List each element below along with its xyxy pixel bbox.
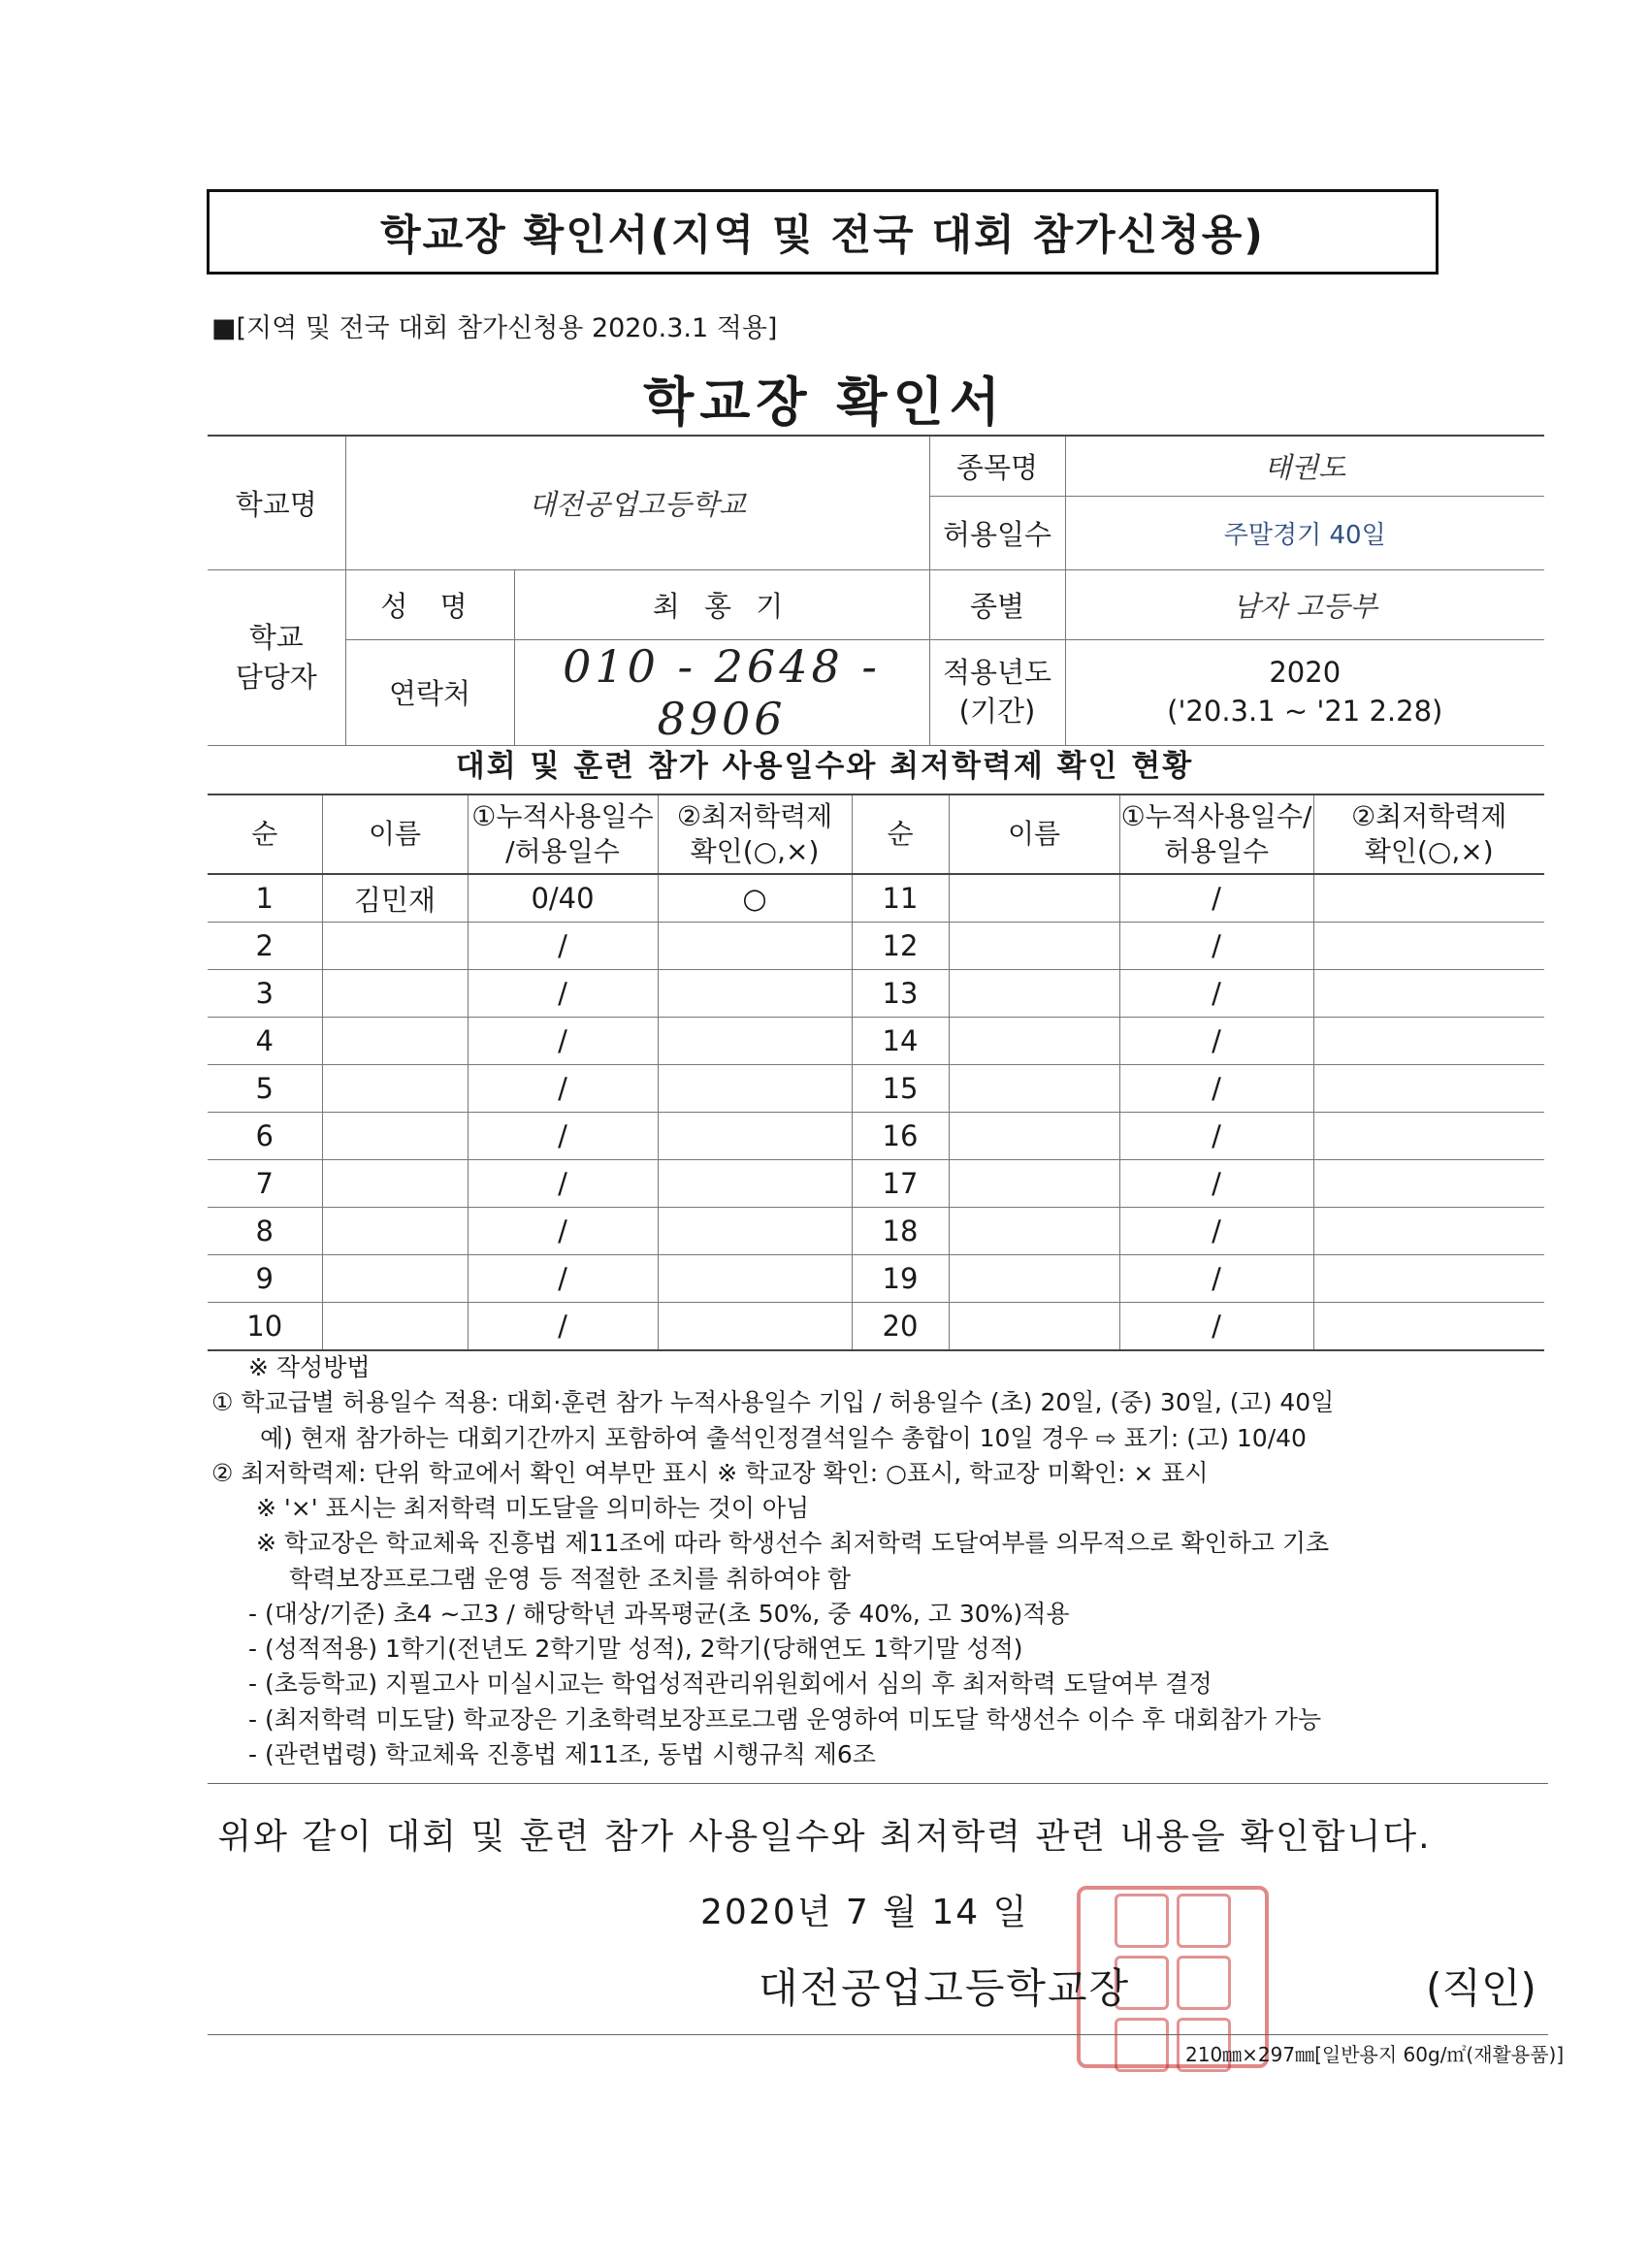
year-label: 적용년도 (기간) [929,639,1065,745]
table-row [208,1303,1544,1351]
confirmation-text: 위와 같이 대회 및 훈련 참가 사용일수와 최저학력 관련 내용을 확인합니다. [217,1817,1432,1857]
row-days: / [468,1160,658,1208]
row-days: / [1119,1018,1313,1065]
info-table [208,435,1544,746]
table-row [208,1208,1544,1255]
row-number: 1 [208,874,322,923]
contact-label: 연락처 [345,639,514,745]
table-row [208,1018,1544,1065]
note-line: - (관련법령) 학교체육 진흥법 제11조, 동법 시행규칙 제6조 [248,1739,876,1768]
row-number: 12 [852,923,949,970]
note-line: - (성적적용) 1학기(전년도 2학기말 성적), 2학기(당해연도 1학기말 성적) [248,1635,1023,1663]
contact-value: 010 - 2648 - 8906 [514,639,929,745]
row-check [1313,970,1544,1018]
col-header-check: ②최저학력제 확인(○,×) [658,794,852,874]
allowed-days-value: 주말경기 40일 [1065,496,1544,569]
row-name [949,1160,1119,1208]
row-number: 17 [852,1160,949,1208]
col-header-num-right: 순 [852,794,949,874]
col-header-name-right: 이름 [949,794,1119,874]
row-check [1313,1160,1544,1208]
row-number: 7 [208,1160,322,1208]
note-line: - (대상/기준) 초4 ~고3 / 해당학년 과목평균(초 50%, 중 40%, 고 30%)적용 [248,1599,1070,1628]
row-name [322,970,468,1018]
note-line: ※ 학교장은 학교체육 진흥법 제11조에 따라 학생선수 최저학력 도달여부를 의무적으로 확인하고 기초 [256,1529,1330,1558]
divider [208,2034,1548,2035]
row-number: 9 [208,1255,322,1303]
table-row [208,874,1544,923]
row-check: ○ [658,874,852,923]
row-check [658,1208,852,1255]
row-days: / [468,1303,658,1351]
row-name [949,1018,1119,1065]
allowed-days-label: 허용일수 [929,496,1065,569]
usage-table [208,794,1544,1351]
row-check [658,1018,852,1065]
table-row [208,970,1544,1018]
row-name [322,1065,468,1113]
row-check [658,923,852,970]
row-number: 14 [852,1018,949,1065]
name-value: 최 홍 기 [514,569,929,639]
row-days: / [468,1208,658,1255]
col-header-days-right: ①누적사용일수/ 허용일수 [1119,794,1313,874]
instructions [211,1350,1569,1772]
table-row [208,1113,1544,1160]
row-number: 3 [208,970,322,1018]
seal-label: (직인) [1426,1964,1536,2012]
row-check [1313,1303,1544,1351]
row-number: 19 [852,1255,949,1303]
row-number: 16 [852,1113,949,1160]
row-name [322,1113,468,1160]
row-name [949,874,1119,923]
row-number: 2 [208,923,322,970]
note-line: ※ '×' 표시는 최저학력 미도달을 의미하는 것이 아님 [256,1494,810,1522]
row-number: 8 [208,1208,322,1255]
row-days: / [1119,874,1313,923]
signer-name: 대전공업고등학교장 [759,1964,1131,2012]
row-name [949,1208,1119,1255]
signing-date: 2020년 7 월 14 일 [700,1893,1029,1932]
row-name [322,923,468,970]
note-heading: ※ 작성방법 [248,1353,371,1381]
row-check [658,1160,852,1208]
note-line: 학력보장프로그램 운영 등 적절한 조치를 취하여야 함 [289,1564,851,1593]
row-number: 18 [852,1208,949,1255]
row-number: 11 [852,874,949,923]
sport-value: 태권도 [1065,436,1544,496]
row-check [1313,1065,1544,1113]
row-name [322,1303,468,1351]
row-days: / [1119,1208,1313,1255]
row-check [658,970,852,1018]
row-number: 6 [208,1113,322,1160]
row-number: 15 [852,1065,949,1113]
manager-label: 학교 담당자 [208,569,345,745]
row-days: / [468,1113,658,1160]
note-line: ② 최저학력제: 단위 학교에서 확인 여부만 표시 ※ 학교장 확인: ○표시, 학교장 미확인: × 표시 [211,1458,1209,1487]
row-name [322,1018,468,1065]
year-period: ('20.3.1 ~ '21 2.28) [1167,694,1443,728]
note-line: ① 학교급별 허용일수 적용: 대회·훈련 참가 누적사용일수 기입 / 허용일수 (초) 20일, (중) 30일, (고) 40일 [211,1388,1335,1417]
category-value: 남자 고등부 [1065,569,1544,639]
row-days: / [1119,970,1313,1018]
school-value: 대전공업고등학교 [345,436,929,569]
header-box-title: 학교장 확인서(지역 및 전국 대회 참가신청용) [380,211,1265,260]
row-name [322,1255,468,1303]
row-check [1313,1018,1544,1065]
row-number: 5 [208,1065,322,1113]
divider [208,1783,1548,1784]
row-check [1313,923,1544,970]
table-row [208,923,1544,970]
row-name [322,1160,468,1208]
school-label: 학교명 [208,436,345,569]
note-line: - (초등학교) 지필고사 미실시교는 학업성적관리위원회에서 심의 후 최저학력 도달여부 결정 [248,1669,1212,1699]
row-name: 김민재 [322,874,468,923]
row-number: 20 [852,1303,949,1351]
note-line: - (최저학력 미도달) 학교장은 기초학력보장프로그램 운영하여 미도달 학생선수 이수 후 대회참가 가능 [248,1704,1322,1733]
row-check [1313,1255,1544,1303]
row-name [322,1208,468,1255]
row-name [949,1113,1119,1160]
row-number: 10 [208,1303,322,1351]
col-header-check-right: ②최저학력제 확인(○,×) [1313,794,1544,874]
row-check [1313,1208,1544,1255]
col-header-name: 이름 [322,794,468,874]
header-title-box [207,189,1439,275]
col-header-days: ①누적사용일수 /허용일수 [468,794,658,874]
row-days: / [1119,1255,1313,1303]
row-days: / [1119,1303,1313,1351]
name-label: 성 명 [345,569,514,639]
row-days: 0/40 [468,874,658,923]
row-name [949,1255,1119,1303]
paper-spec: 210㎜×297㎜[일반용지 60g/㎡(재활용품)] [1185,2043,1565,2066]
row-check [1313,1113,1544,1160]
row-days: / [1119,1160,1313,1208]
row-days: / [1119,1113,1313,1160]
row-check [658,1255,852,1303]
row-days: / [468,970,658,1018]
row-name [949,1303,1119,1351]
row-days: / [468,1255,658,1303]
row-check [1313,874,1544,923]
row-number: 4 [208,1018,322,1065]
row-days: / [1119,923,1313,970]
document-title: 학교장 확인서 [643,372,1006,433]
row-name [949,923,1119,970]
row-check [658,1113,852,1160]
category-label: 종별 [929,569,1065,639]
row-days: / [1119,1065,1313,1113]
usage-section-title: 대회 및 훈련 참가 사용일수와 최저학력제 확인 현황 [455,749,1194,784]
row-days: / [468,923,658,970]
row-name [949,970,1119,1018]
row-days: / [468,1065,658,1113]
row-check [658,1303,852,1351]
subtitle: ■[지역 및 전국 대회 참가신청용 2020.3.1 적용] [211,313,778,343]
sport-label: 종목명 [929,436,1065,496]
year-value: 2020 [1269,656,1342,690]
row-number: 13 [852,970,949,1018]
row-check [658,1065,852,1113]
table-row [208,1255,1544,1303]
row-days: / [468,1018,658,1065]
table-row [208,1065,1544,1113]
year-cell [1065,639,1544,745]
row-name [949,1065,1119,1113]
note-line: 예) 현재 참가하는 대회기간까지 포함하여 출석인정결석일수 총합이 10일 경우 ⇨ 표기: (고) 10/40 [260,1423,1307,1452]
table-row [208,1160,1544,1208]
col-header-num: 순 [208,794,322,874]
